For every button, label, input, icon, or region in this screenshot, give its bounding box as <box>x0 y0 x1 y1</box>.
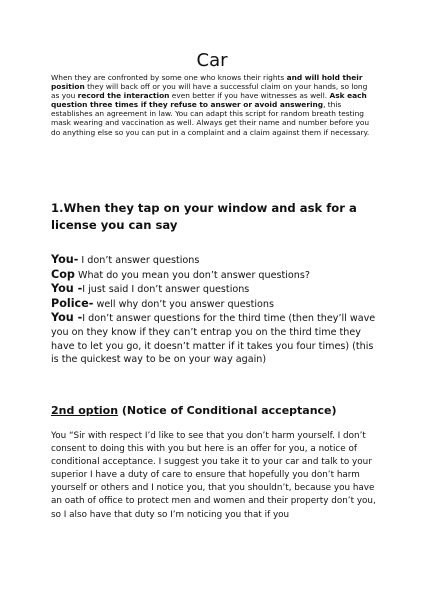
intro-text: they will back off or you will have a successful claim on your hands, so long as you <box>51 82 368 101</box>
section-1-heading: 1.When they tap on your window and ask for a license you can say <box>51 201 357 232</box>
speaker-label: Cop <box>51 267 75 281</box>
section-2-heading-rest: (Notice of Conditional acceptance) <box>118 404 337 417</box>
section-2-heading <box>51 404 381 418</box>
page-title: Car <box>196 50 228 71</box>
section-2-heading-underlined: 2nd option <box>51 404 119 417</box>
intro-paragraph <box>51 73 377 137</box>
dialogue-line <box>51 297 381 312</box>
intro-emphasis: Ask each question three times if they refuse to answer or avoid answering <box>51 91 367 110</box>
dialogue-line <box>51 268 381 283</box>
dialogue-line <box>51 253 381 268</box>
intro-emphasis: record the interaction <box>77 91 170 101</box>
speaker-label: You - <box>51 282 83 296</box>
dialogue-text: What do you mean you don’t answer questions? <box>74 269 310 281</box>
speaker-label: Police- <box>51 296 94 310</box>
dialogue-text: I just said I don’t answer questions <box>82 284 250 296</box>
dialogue-text: I don’t answer questions for the third time (then they’ll wave you on they know if they can’t entrap you on the third time they have to let you go, it doesn’t matter if it takes you four times) (this is the quickest way to be on your way again) <box>51 313 376 366</box>
dialogue-text: well why don’t you answer questions <box>93 298 274 310</box>
intro-emphasis: and will hold their position <box>51 73 363 92</box>
dialogue-text: I don’t answer questions <box>78 255 200 266</box>
section-2-paragraph: You “Sir with respect I’d like to see that you don’t harm yourself. I don’t consent to doing this with you but here is an offer for you, a notice of conditional acceptance. I suggest you take it to your car and talk to your superior I have a duty of care to ensure that hopefully you don’t harm yourself or others and I notice you, that you shouldn’t, because you have an oath of office to protect men and women and their property don’t you, so I also have that duty so I’m noticing you that if you <box>51 431 376 520</box>
dialogue-line <box>51 311 381 366</box>
dialogue-line <box>51 282 381 297</box>
intro-text: even better if you have witnesses as well. <box>169 91 330 101</box>
intro-text: When they are confronted by some one who knows their rights <box>51 73 287 82</box>
dialogue-script <box>51 253 381 367</box>
speaker-label: You- <box>51 253 79 266</box>
speaker-label: You - <box>51 311 83 325</box>
intro-text: , this establishes an agreement in law. You can adapt this script for random breath testing mask wearing and vaccination as well. Always get their name and number before you do anything else so you can put in a complaint and a claim against them if necessary. <box>51 100 370 137</box>
